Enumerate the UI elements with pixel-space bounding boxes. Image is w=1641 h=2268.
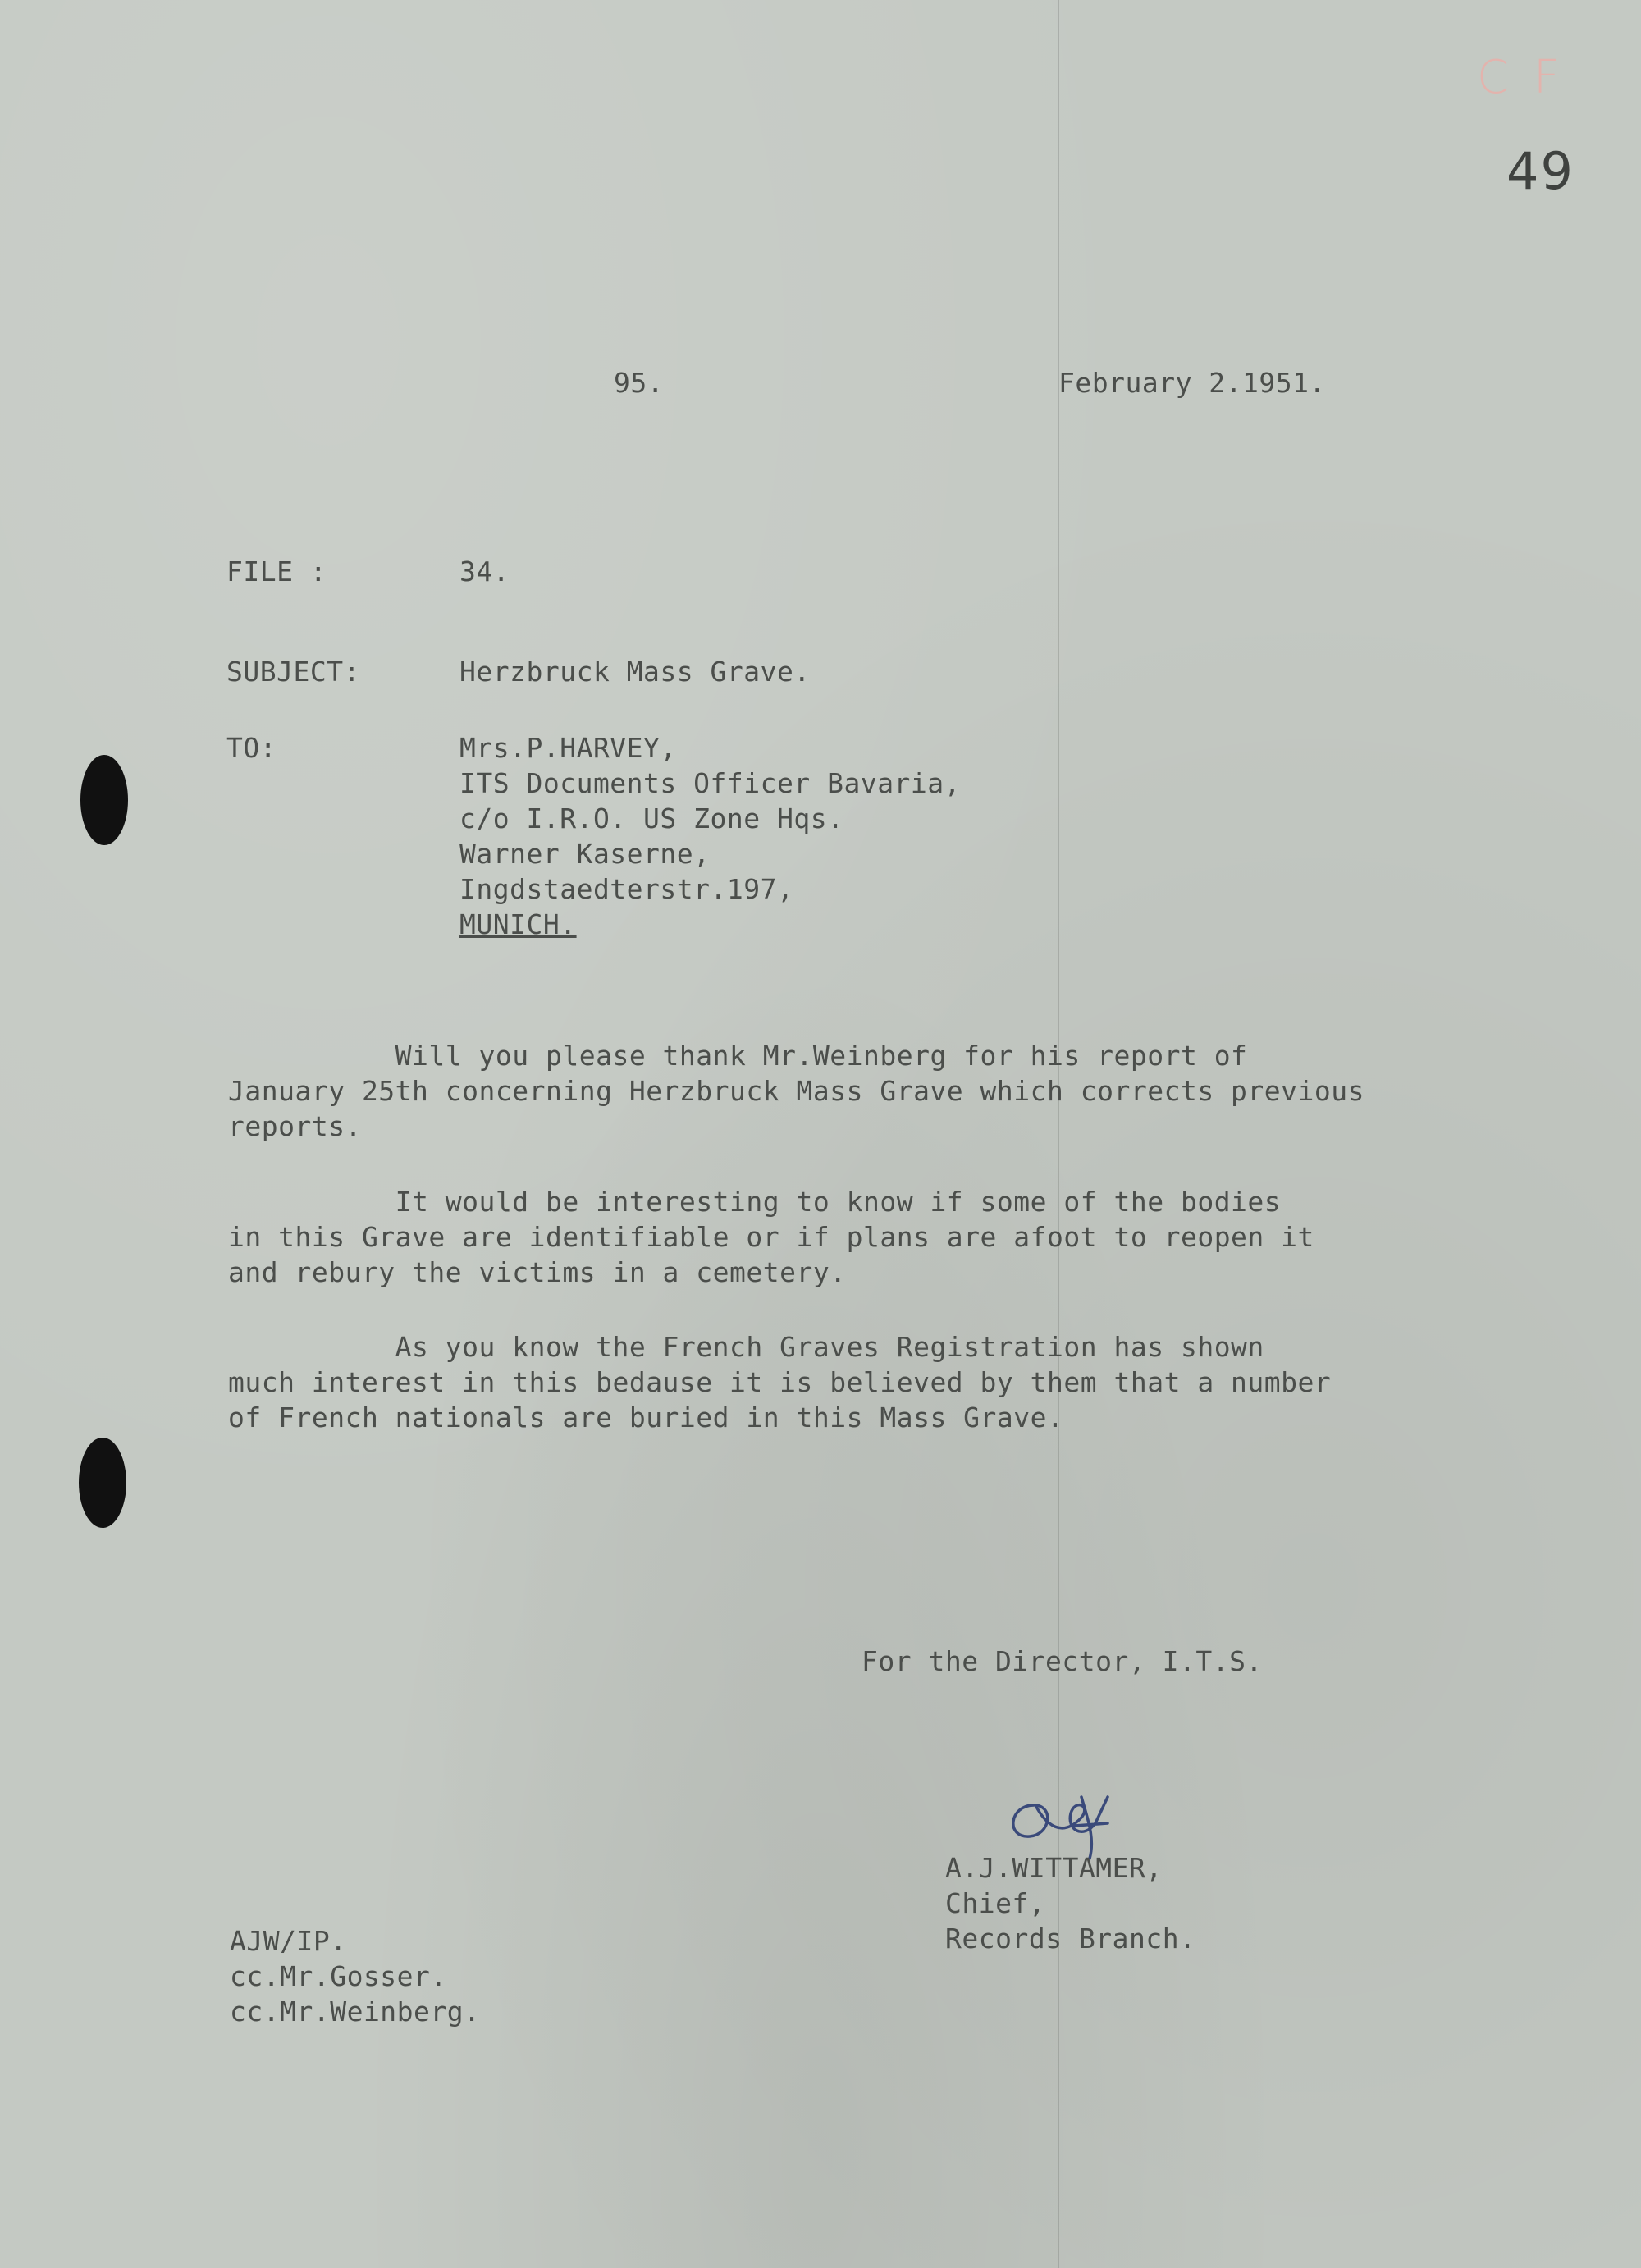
body-line: much interest in this bedause it is believed by them that a number bbox=[228, 1366, 1332, 1398]
body-line: As you know the French Graves Registration has shown bbox=[228, 1331, 1264, 1363]
body-line: in this Grave are identifiable or if plans are afoot to reopen it bbox=[228, 1221, 1314, 1253]
corner-initials-mark: C F bbox=[1477, 51, 1566, 104]
body-line: of French nationals are buried in this Mass Grave. bbox=[228, 1401, 1064, 1434]
body-paragraph-2 bbox=[228, 1184, 1314, 1290]
punch-hole-top bbox=[80, 755, 128, 845]
recipient-line: ITS Documents Officer Bavaria, bbox=[459, 767, 962, 799]
document-date: February 2.1951. bbox=[1058, 367, 1326, 399]
document-number: 95. bbox=[614, 367, 665, 399]
file-label: FILE : bbox=[226, 556, 327, 588]
recipient-line: Ingdstaedterstr.197, bbox=[459, 873, 794, 905]
carbon-copy-2: cc.Mr.Weinberg. bbox=[230, 1996, 481, 2028]
body-line: and rebury the victims in a cemetery. bbox=[228, 1256, 847, 1288]
signatory-name: A.J.WITTAMER, bbox=[945, 1852, 1163, 1884]
body-line: January 25th concerning Herzbruck Mass Grave which corrects previous bbox=[228, 1075, 1365, 1107]
subject-label: SUBJECT: bbox=[226, 656, 360, 688]
page-number: 49 bbox=[1506, 141, 1575, 201]
recipient-line: Warner Kaserne, bbox=[459, 838, 711, 870]
body-line: reports. bbox=[228, 1110, 362, 1142]
for-director-line: For the Director, I.T.S. bbox=[862, 1645, 1263, 1677]
body-paragraph-3 bbox=[228, 1329, 1331, 1435]
recipient-city: MUNICH. bbox=[459, 908, 577, 940]
subject-value: Herzbruck Mass Grave. bbox=[459, 656, 811, 688]
recipient-line: Mrs.P.HARVEY, bbox=[459, 732, 677, 764]
file-value: 34. bbox=[459, 556, 510, 588]
to-label: TO: bbox=[226, 732, 277, 764]
body-line: It would be interesting to know if some of the bodies bbox=[228, 1186, 1282, 1218]
reference-initials: AJW/IP. bbox=[230, 1925, 347, 1957]
body-line: Will you please thank Mr.Weinberg for his report of bbox=[228, 1040, 1248, 1072]
signature-initials bbox=[985, 1748, 1149, 1863]
signatory-branch: Records Branch. bbox=[945, 1923, 1196, 1955]
recipient-line: c/o I.R.O. US Zone Hqs. bbox=[459, 802, 844, 834]
signatory-title: Chief, bbox=[945, 1887, 1046, 1919]
carbon-copy-1: cc.Mr.Gosser. bbox=[230, 1960, 447, 1992]
body-paragraph-1 bbox=[228, 1038, 1364, 1144]
punch-hole-bottom bbox=[79, 1438, 126, 1528]
